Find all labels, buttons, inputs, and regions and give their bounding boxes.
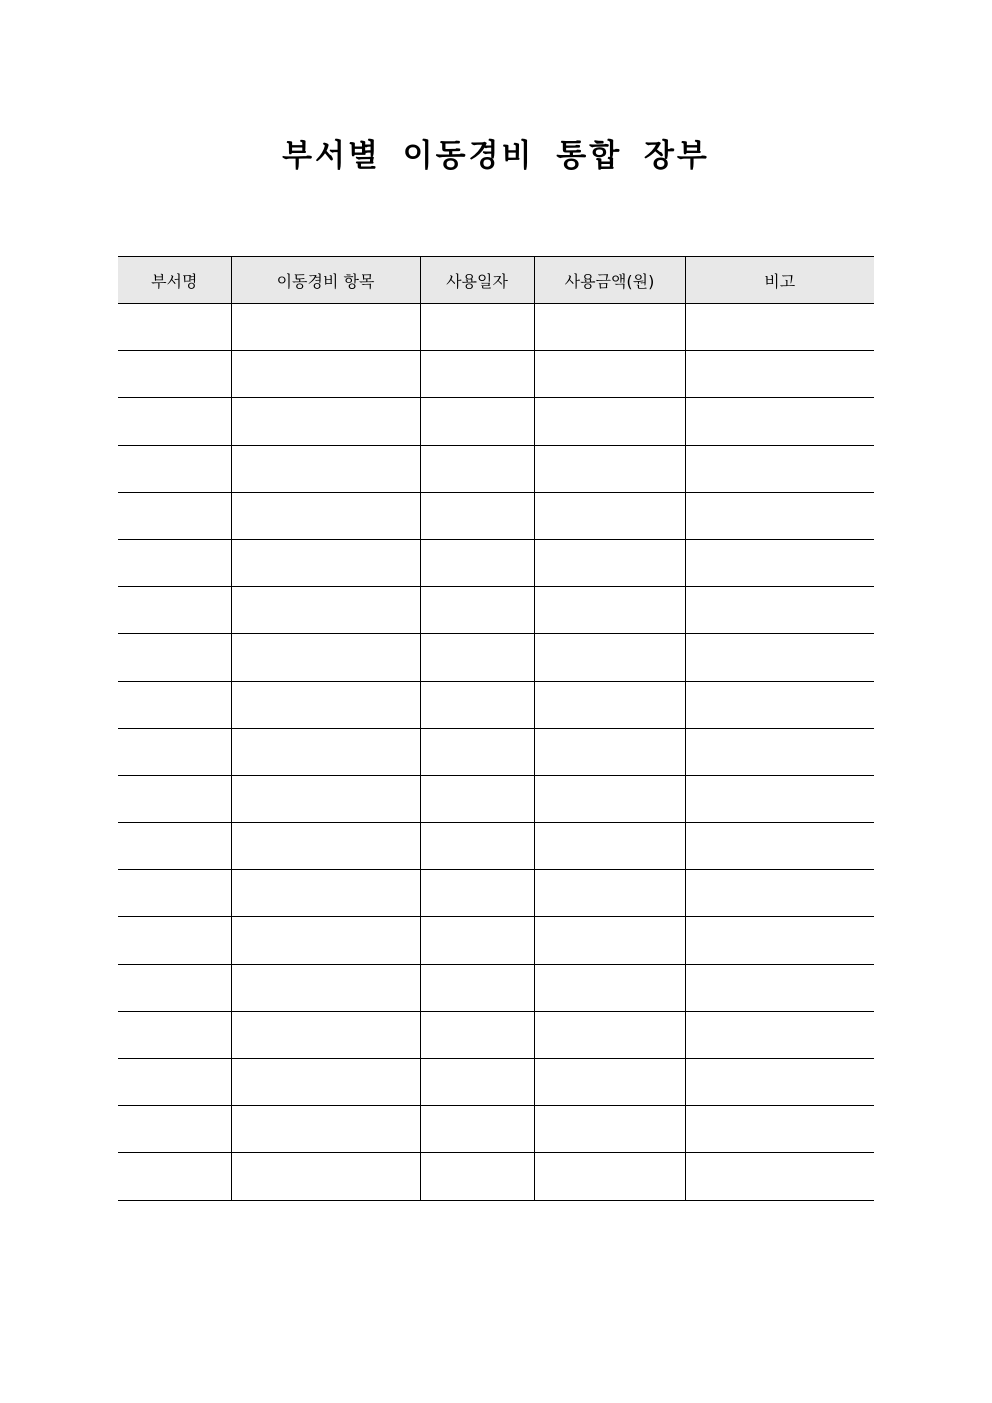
date-cell[interactable] <box>420 917 534 964</box>
remarks-cell[interactable] <box>685 728 874 775</box>
department-cell[interactable] <box>118 728 231 775</box>
header-department: 부서명 <box>118 257 231 304</box>
date-cell[interactable] <box>420 539 534 586</box>
department-cell[interactable] <box>118 587 231 634</box>
date-cell[interactable] <box>420 587 534 634</box>
amount-cell[interactable] <box>534 587 685 634</box>
remarks-cell[interactable] <box>685 917 874 964</box>
remarks-cell[interactable] <box>685 1011 874 1058</box>
remarks-cell[interactable] <box>685 351 874 398</box>
table-row <box>118 634 874 681</box>
table-row <box>118 1059 874 1106</box>
date-cell[interactable] <box>420 1059 534 1106</box>
expense-item-cell[interactable] <box>231 728 420 775</box>
header-amount: 사용금액(원) <box>534 257 685 304</box>
amount-cell[interactable] <box>534 775 685 822</box>
amount-cell[interactable] <box>534 917 685 964</box>
department-cell[interactable] <box>118 775 231 822</box>
department-cell[interactable] <box>118 445 231 492</box>
remarks-cell[interactable] <box>685 398 874 445</box>
date-cell[interactable] <box>420 445 534 492</box>
remarks-cell[interactable] <box>685 304 874 351</box>
header-remarks: 비고 <box>685 257 874 304</box>
date-cell[interactable] <box>420 351 534 398</box>
department-cell[interactable] <box>118 964 231 1011</box>
amount-cell[interactable] <box>534 964 685 1011</box>
table-row <box>118 351 874 398</box>
table-row <box>118 728 874 775</box>
amount-cell[interactable] <box>534 870 685 917</box>
table-row <box>118 539 874 586</box>
table-row <box>118 492 874 539</box>
amount-cell[interactable] <box>534 445 685 492</box>
department-cell[interactable] <box>118 634 231 681</box>
date-cell[interactable] <box>420 304 534 351</box>
remarks-cell[interactable] <box>685 823 874 870</box>
remarks-cell[interactable] <box>685 634 874 681</box>
department-cell[interactable] <box>118 870 231 917</box>
expense-item-cell[interactable] <box>231 681 420 728</box>
date-cell[interactable] <box>420 964 534 1011</box>
header-date: 사용일자 <box>420 257 534 304</box>
remarks-cell[interactable] <box>685 587 874 634</box>
expense-item-cell[interactable] <box>231 1059 420 1106</box>
expense-item-cell[interactable] <box>231 304 420 351</box>
amount-cell[interactable] <box>534 1106 685 1153</box>
department-cell[interactable] <box>118 1106 231 1153</box>
table-row <box>118 398 874 445</box>
date-cell[interactable] <box>420 492 534 539</box>
table-row <box>118 775 874 822</box>
amount-cell[interactable] <box>534 728 685 775</box>
table-row <box>118 587 874 634</box>
amount-cell[interactable] <box>534 1059 685 1106</box>
expense-item-cell[interactable] <box>231 1011 420 1058</box>
amount-cell[interactable] <box>534 823 685 870</box>
department-cell[interactable] <box>118 304 231 351</box>
table-row <box>118 445 874 492</box>
expense-item-cell[interactable] <box>231 1106 420 1153</box>
amount-cell[interactable] <box>534 398 685 445</box>
expense-item-cell[interactable] <box>231 1153 420 1200</box>
amount-cell[interactable] <box>534 492 685 539</box>
date-cell[interactable] <box>420 681 534 728</box>
expense-item-cell[interactable] <box>231 351 420 398</box>
table-row <box>118 681 874 728</box>
expense-item-cell[interactable] <box>231 398 420 445</box>
table-body <box>118 304 874 1201</box>
table-row <box>118 964 874 1011</box>
table-row <box>118 1153 874 1200</box>
expense-item-cell[interactable] <box>231 492 420 539</box>
date-cell[interactable] <box>420 398 534 445</box>
expense-item-cell[interactable] <box>231 634 420 681</box>
department-cell[interactable] <box>118 1059 231 1106</box>
table-row <box>118 1106 874 1153</box>
table-row <box>118 304 874 351</box>
department-cell[interactable] <box>118 1153 231 1200</box>
amount-cell[interactable] <box>534 304 685 351</box>
remarks-cell[interactable] <box>685 1059 874 1106</box>
department-cell[interactable] <box>118 917 231 964</box>
date-cell[interactable] <box>420 634 534 681</box>
remarks-cell[interactable] <box>685 445 874 492</box>
table-row <box>118 1011 874 1058</box>
remarks-cell[interactable] <box>685 775 874 822</box>
expense-item-cell[interactable] <box>231 775 420 822</box>
expense-item-cell[interactable] <box>231 964 420 1011</box>
department-cell[interactable] <box>118 398 231 445</box>
expense-item-cell[interactable] <box>231 587 420 634</box>
expense-item-cell[interactable] <box>231 823 420 870</box>
date-cell[interactable] <box>420 1153 534 1200</box>
amount-cell[interactable] <box>534 681 685 728</box>
department-cell[interactable] <box>118 823 231 870</box>
date-cell[interactable] <box>420 870 534 917</box>
remarks-cell[interactable] <box>685 870 874 917</box>
amount-cell[interactable] <box>534 634 685 681</box>
expense-item-cell[interactable] <box>231 445 420 492</box>
amount-cell[interactable] <box>534 351 685 398</box>
department-cell[interactable] <box>118 539 231 586</box>
remarks-cell[interactable] <box>685 964 874 1011</box>
table-row <box>118 823 874 870</box>
remarks-cell[interactable] <box>685 681 874 728</box>
amount-cell[interactable] <box>534 539 685 586</box>
remarks-cell[interactable] <box>685 539 874 586</box>
amount-cell[interactable] <box>534 1153 685 1200</box>
remarks-cell[interactable] <box>685 1106 874 1153</box>
department-cell[interactable] <box>118 351 231 398</box>
date-cell[interactable] <box>420 775 534 822</box>
expense-item-cell[interactable] <box>231 917 420 964</box>
table-header-row <box>118 257 874 304</box>
date-cell[interactable] <box>420 728 534 775</box>
amount-cell[interactable] <box>534 1011 685 1058</box>
date-cell[interactable] <box>420 1106 534 1153</box>
remarks-cell[interactable] <box>685 492 874 539</box>
department-cell[interactable] <box>118 681 231 728</box>
expense-item-cell[interactable] <box>231 870 420 917</box>
expense-ledger-table <box>118 256 874 1201</box>
date-cell[interactable] <box>420 1011 534 1058</box>
header-expense-item: 이동경비 항목 <box>231 257 420 304</box>
table-row <box>118 870 874 917</box>
table-row <box>118 917 874 964</box>
department-cell[interactable] <box>118 492 231 539</box>
document-title: 부서별 이동경비 통합 장부 <box>282 138 710 174</box>
remarks-cell[interactable] <box>685 1153 874 1200</box>
department-cell[interactable] <box>118 1011 231 1058</box>
date-cell[interactable] <box>420 823 534 870</box>
expense-item-cell[interactable] <box>231 539 420 586</box>
